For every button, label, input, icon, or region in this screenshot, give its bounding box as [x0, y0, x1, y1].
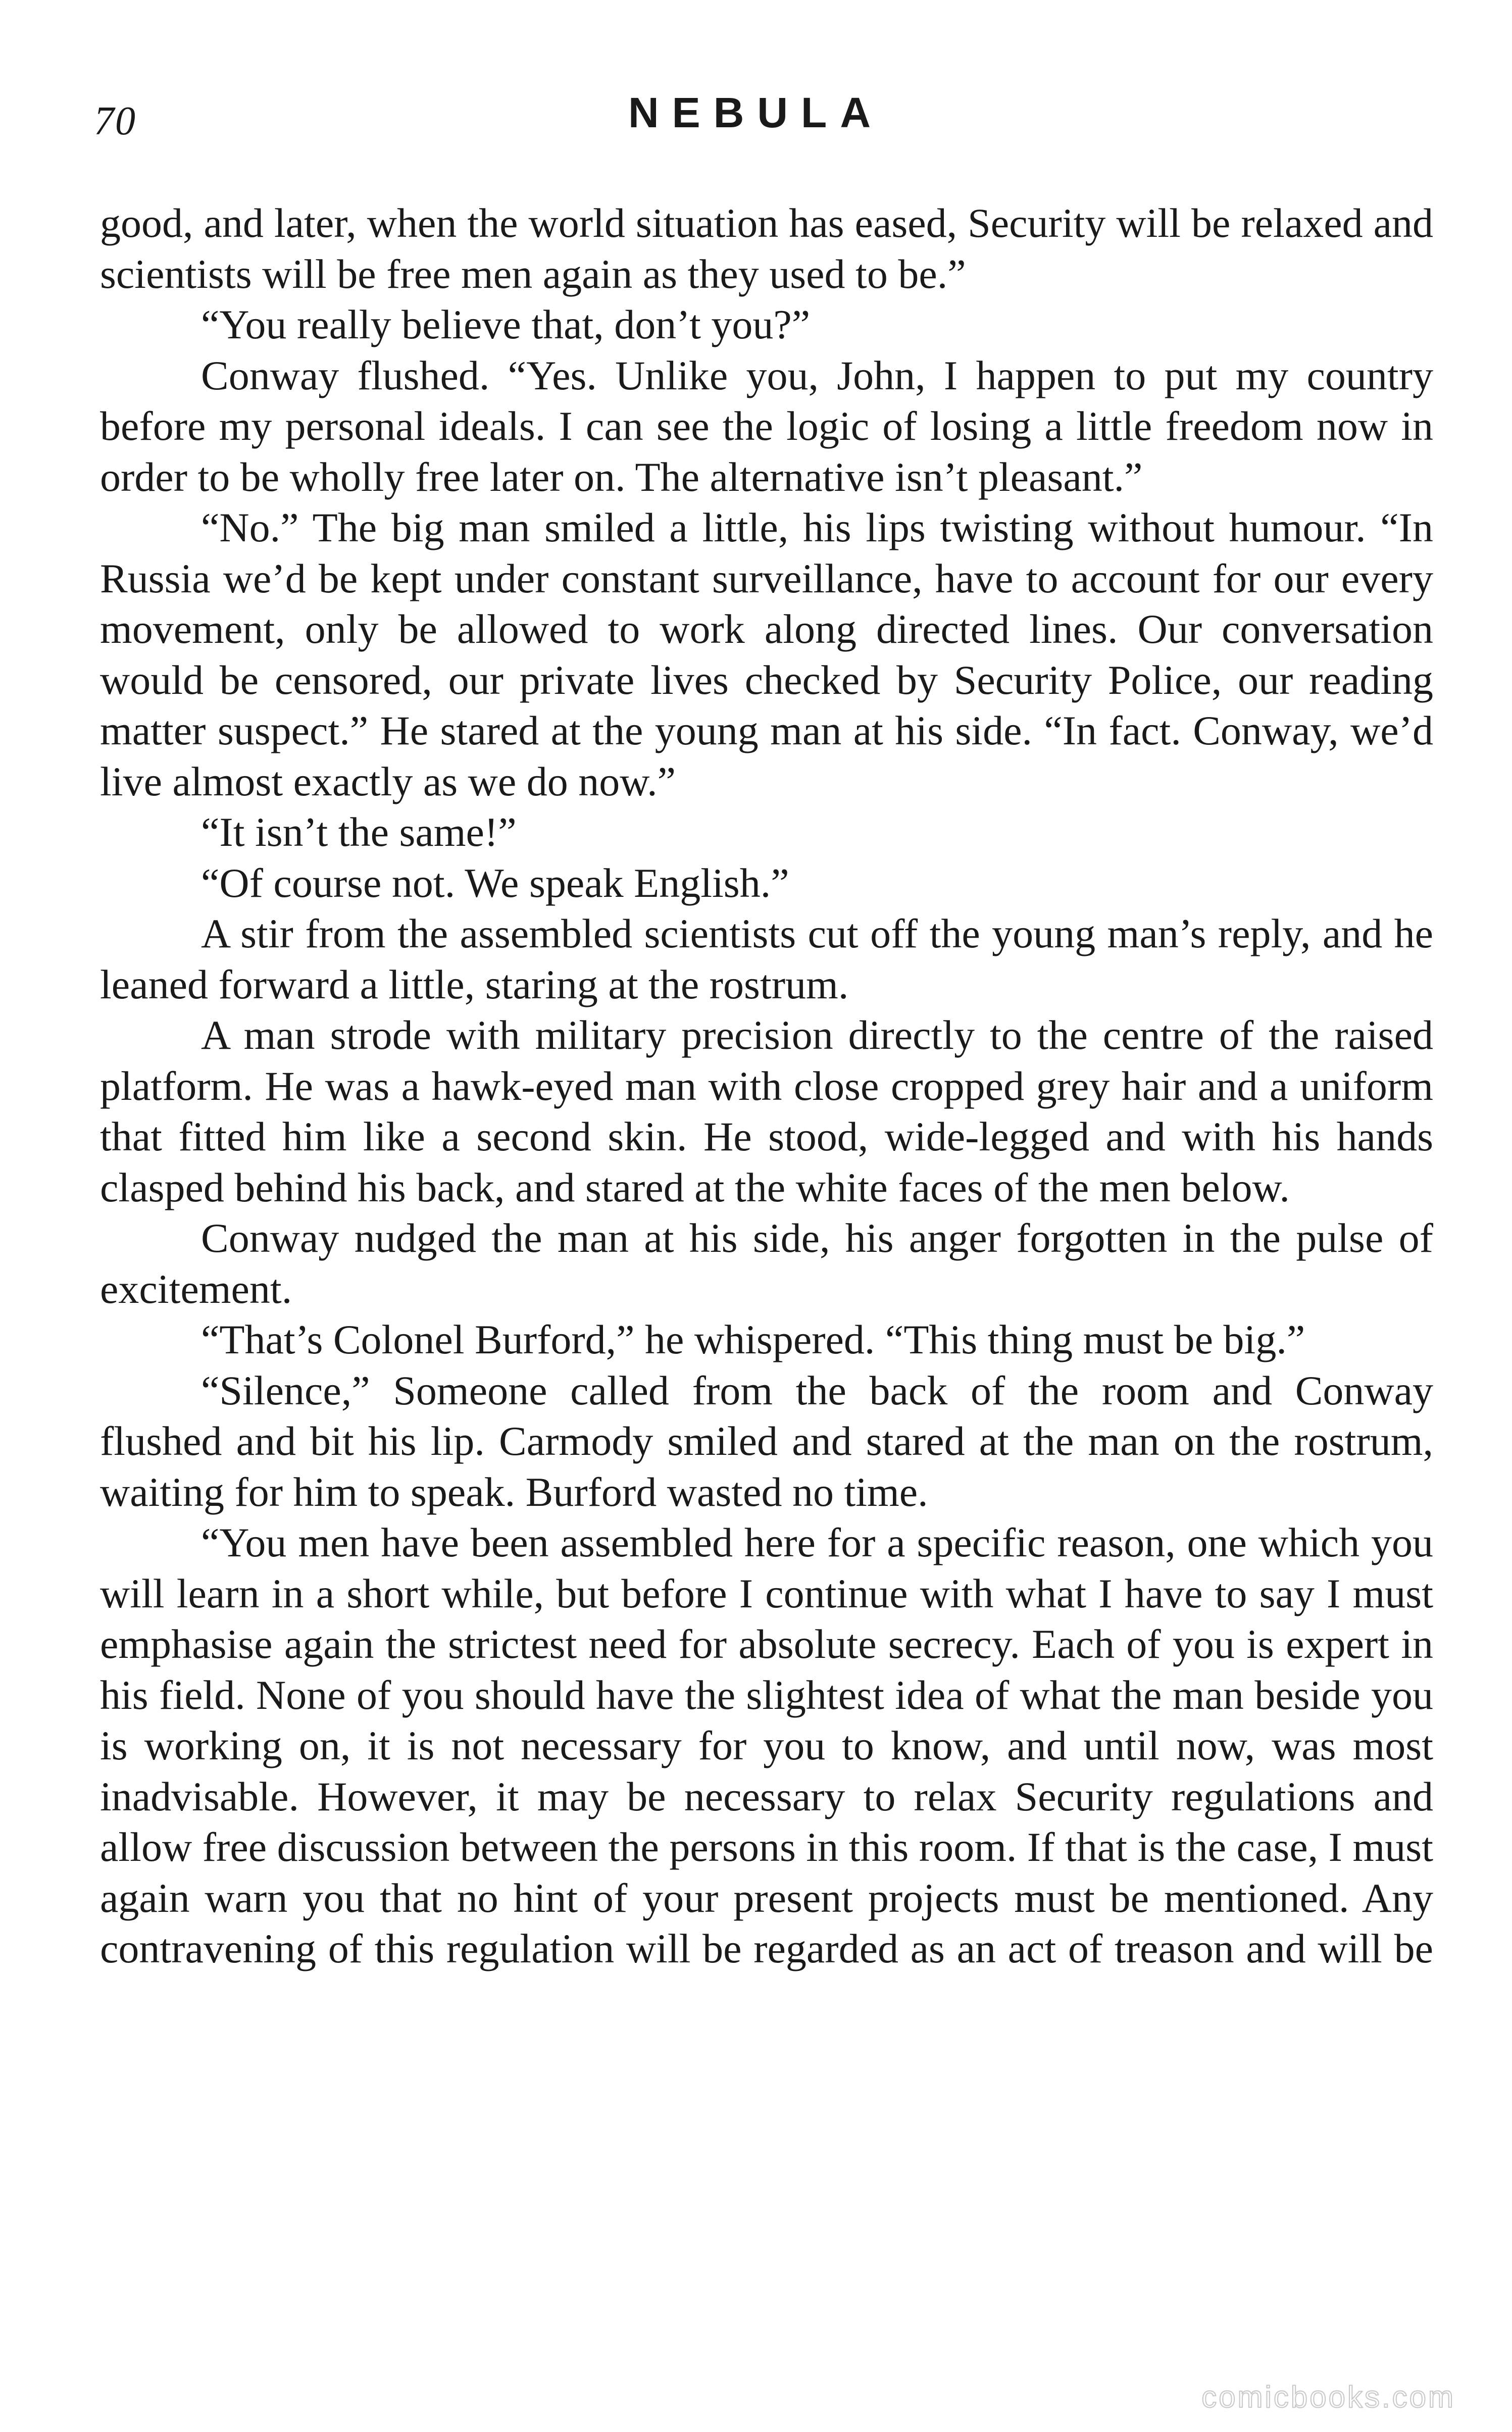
- page-header: [0, 88, 1512, 154]
- paragraph: “It isn’t the same!”: [201, 809, 517, 855]
- paragraph: “Silence,” Someone called from the back of the room and Conway flushed and bit his lip. Carmody smiled and stared at the man on the rostrum, waiting for him to speak. Burford wasted no time.: [100, 1367, 1433, 1515]
- paragraph: A man strode with military precision directly to the centre of the raised platform. He was a hawk-eyed man with close cropped grey hair and a uniform that fitted him like a second skin. He stood, wide-legged and with his hands clasped behind his back, and stared at the white faces of the men below.: [100, 1012, 1433, 1210]
- paragraph: Conway nudged the man at his side, his anger forgotten in the pulse of excitement.: [100, 1215, 1433, 1312]
- page-number: 70: [94, 99, 136, 143]
- paragraph: “Of course not. We speak English.”: [201, 859, 789, 906]
- paragraph: good, and later, when the world situation has eased, Security will be relaxed and scientists will be free men again as they used to be.”: [100, 200, 1433, 297]
- paragraph: “You really believe that, don’t you?”: [201, 301, 811, 347]
- paragraph: A stir from the assembled scientists cut off the young man’s reply, and he leaned forward a little, staring at the rostrum.: [100, 910, 1433, 1007]
- paragraph: Conway flushed. “Yes. Unlike you, John, I happen to put my country before my personal ideals. I can see the logic of losing a little freedom now in order to be wholly free later on. The alternative isn’t pleasant.”: [100, 352, 1433, 500]
- paragraph: “No.” The big man smiled a little, his lips twisting without humour. “In Russia we’d be kept under constant surveillance, have to account for our every movement, only be allowed to work along directed lines. Our conversation would be censored, our private lives checked by Security Police, our reading matter suspect.” He stared at the young man at his side. “In fact. Conway, we’d live almost exactly as we do now.”: [100, 504, 1433, 804]
- watermark: comicbooks.com: [1201, 2380, 1455, 2414]
- paragraph: “You men have been assembled here for a specific reason, one which you will learn in a short while, but before I continue with what I have to say I must emphasise again the strictest need for absolute secrecy. Each of you is expert in his field. None of you should have the slightest idea of what the man beside you is working on, it is not necessary for you to know, and until now, was most inadvisable. However, it may be necessary to relax Security regulations and allow free discussion between the persons in this room. If that is the case, I must again warn you that no hint of your present projects must be mentioned. Any contravening of this regulation will be regarded as an act of treason and will be: [100, 1519, 1433, 1971]
- running-head: NEBULA: [628, 89, 884, 136]
- body-text: [100, 198, 1433, 1974]
- paragraph: “That’s Colonel Burford,” he whispered. “This thing must be big.”: [201, 1316, 1305, 1362]
